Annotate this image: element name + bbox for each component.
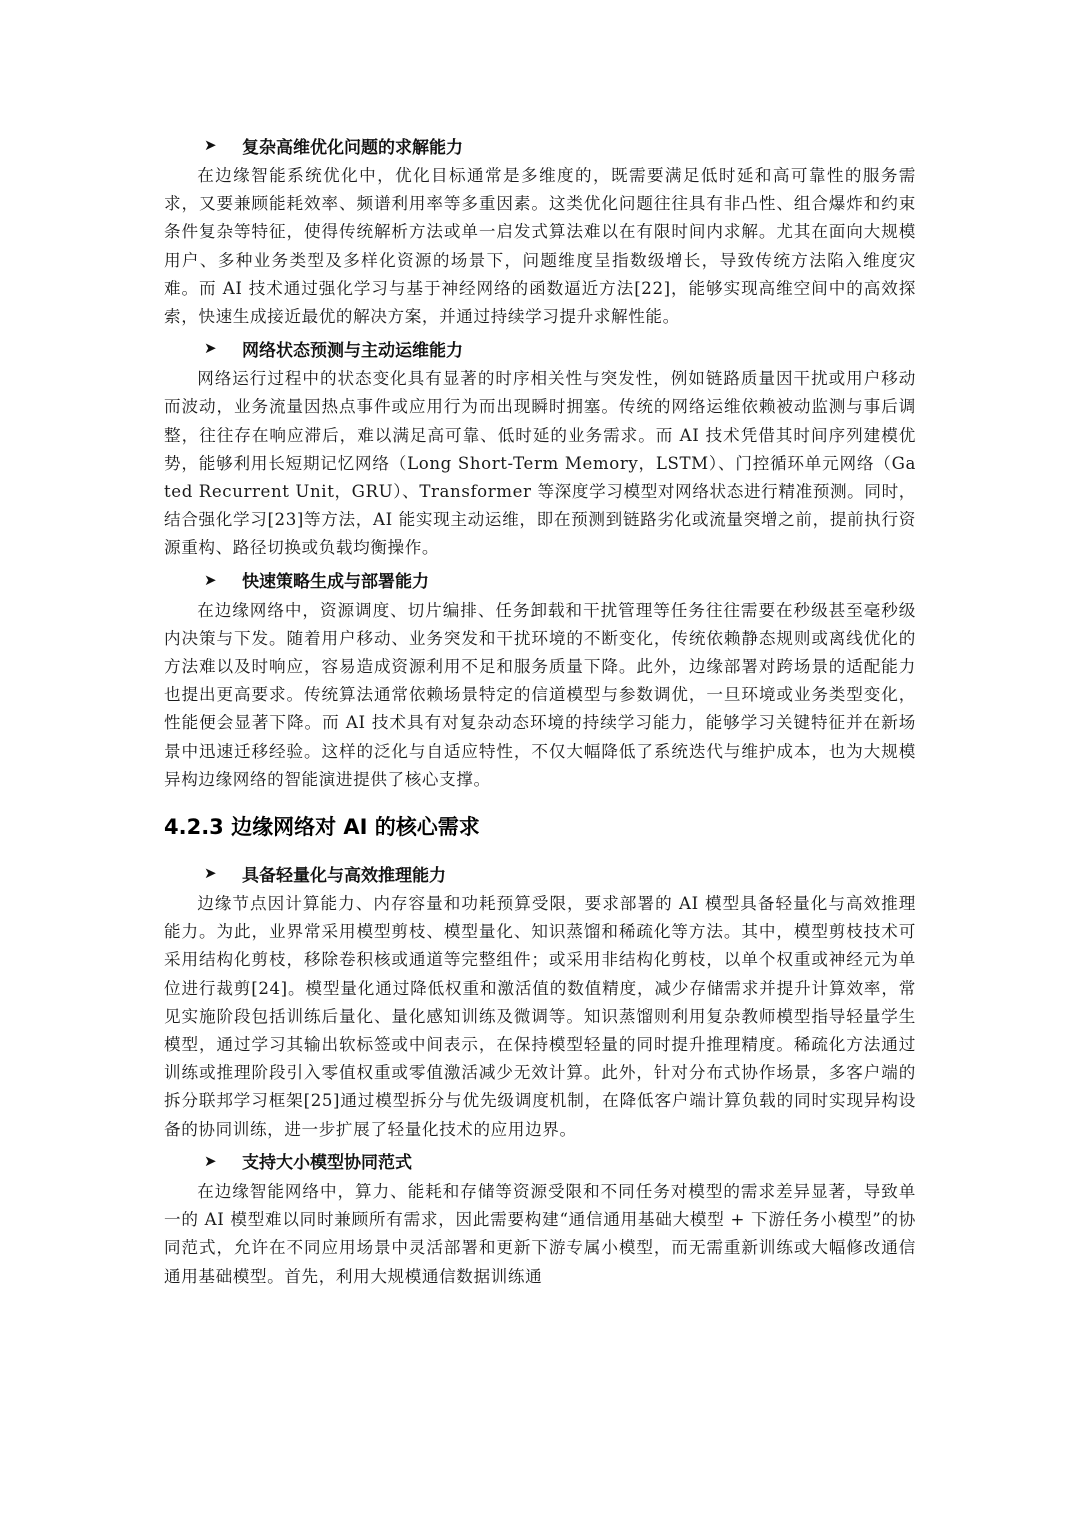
document-page (164, 128, 916, 1291)
bullet-heading (164, 1144, 916, 1178)
arrow-bullet-icon: ➤ (204, 864, 217, 883)
paragraph: 在边缘网络中，资源调度、切片编排、任务卸载和干扰管理等任务往往需要在秒级甚至毫秒级内决策与下发。随着用户移动、业务突发和干扰环境的不断变化，传统依赖静态规则或离线优化的方法难以及时响应，容易造成资源利用不足和服务质量下降。此外，边缘部署对跨场景的适配能力也提出更高要求。传统算法通常依赖场景特定的信道模型与参数调优，一旦环境或业务类型变化，性能便会显著下降。而 AI 技术具有对复杂动态环境的持续学习能力，能够学习关键特征并在新场景中迅速迁移经验。这样的泛化与自适应特性，不仅大幅降低了系统迭代与维护成本，也为大规模异构边缘网络的智能演进提供了核心支撑。 (164, 600, 916, 789)
bullet-heading-text: 网络状态预测与主动运维能力 (242, 340, 463, 361)
bullet-heading-text: 快速策略生成与部署能力 (242, 572, 429, 593)
bullet-heading (164, 563, 916, 597)
bullet-heading (164, 856, 916, 890)
paragraph: 在边缘智能系统优化中，优化目标通常是多维度的，既需要满足低时延和高可靠性的服务需求，又要兼顾能耗效率、频谱利用率等多重因素。这类优化问题往往具有非凸性、组合爆炸和约束条件复杂等特征，使得传统解析方法或单一启发式算法难以在有限时间内求解。尤其在面向大规模用户、多种业务类型及多样化资源的场景下，问题维度呈指数级增长，导致传统方法陷入维度灾难。而 AI 技术通过强化学习与基于神经网络的函数逼近方法[22]，能够实现高维空间中的高效探索，快速生成接近最优的解决方案，并通过持续学习提升求解性能。 (164, 166, 916, 327)
arrow-bullet-icon: ➤ (204, 1151, 217, 1170)
bullet-heading (164, 331, 916, 365)
bullet-heading-text: 具备轻量化与高效推理能力 (242, 865, 446, 886)
bullet-heading-text: 支持大小模型协同范式 (242, 1153, 412, 1174)
bullet-heading (164, 128, 916, 162)
bullet-heading-text: 复杂高维优化问题的求解能力 (242, 137, 463, 158)
paragraph: 在边缘智能网络中，算力、能耗和存储等资源受限和不同任务对模型的需求差异显著，导致单一的 AI 模型难以同时兼顾所有需求，因此需要构建“通信通用基础大模型 + 下游任务小模型”的协同范式，允许在不同应用场景中灵活部署和更新下游专属小模型，而无需重新训练或大幅修改通信通用基础模型。首先，利用大规模通信数据训练通 (164, 1181, 916, 1286)
paragraph: 网络运行过程中的状态变化具有显著的时序相关性与突发性，例如链路质量因干扰或用户移动而波动，业务流量因热点事件或应用行为而出现瞬时拥塞。传统的网络运维依赖被动监测与事后调整，往往存在响应滞后，难以满足高可靠、低时延的业务需求。而 AI 技术凭借其时间序列建模优势，能够利用长短期记忆网络（Long Short-Term Memory，LSTM）、门控循环单元网络（Gated Recurrent Unit，GRU）、Transformer 等深度学习模型对网络状态进行精准预测。同时，结合强化学习[23]等方法，AI 能实现主动运维，即在预测到链路劣化或流量突增之前，提前执行资源重构、路径切换或负载均衡操作。 (164, 369, 916, 558)
arrow-bullet-icon: ➤ (204, 570, 217, 589)
paragraph: 边缘节点因计算能力、内存容量和功耗预算受限，要求部署的 AI 模型具备轻量化与高效推理能力。为此，业界常采用模型剪枝、模型量化、知识蒸馏和稀疏化等方法。其中，模型剪枝技术可采用结构化剪枝，移除卷积核或通道等完整组件；或采用非结构化剪枝，以单个权重或神经元为单位进行裁剪[24]。模型量化通过降低权重和激活值的数值精度，减少存储需求并提升计算效率，常见实施阶段包括训练后量化、量化感知训练及微调等。知识蒸馏则利用复杂教师模型指导轻量学生模型，通过学习其输出软标签或中间表示，在保持模型轻量的同时提升推理精度。稀疏化方法通过训练或推理阶段引入零值权重或零值激活减少无效计算。此外，针对分布式协作场景，多客户端的拆分联邦学习框架[25]通过模型拆分与优先级调度机制，在降低客户端计算负载的同时实现异构设备的协同训练，进一步扩展了轻量化技术的应用边界。 (164, 894, 916, 1139)
arrow-bullet-icon: ➤ (204, 136, 217, 154)
section-heading: 4.2.3 边缘网络对 AI 的核心需求 (164, 815, 480, 840)
arrow-bullet-icon: ➤ (204, 339, 217, 358)
